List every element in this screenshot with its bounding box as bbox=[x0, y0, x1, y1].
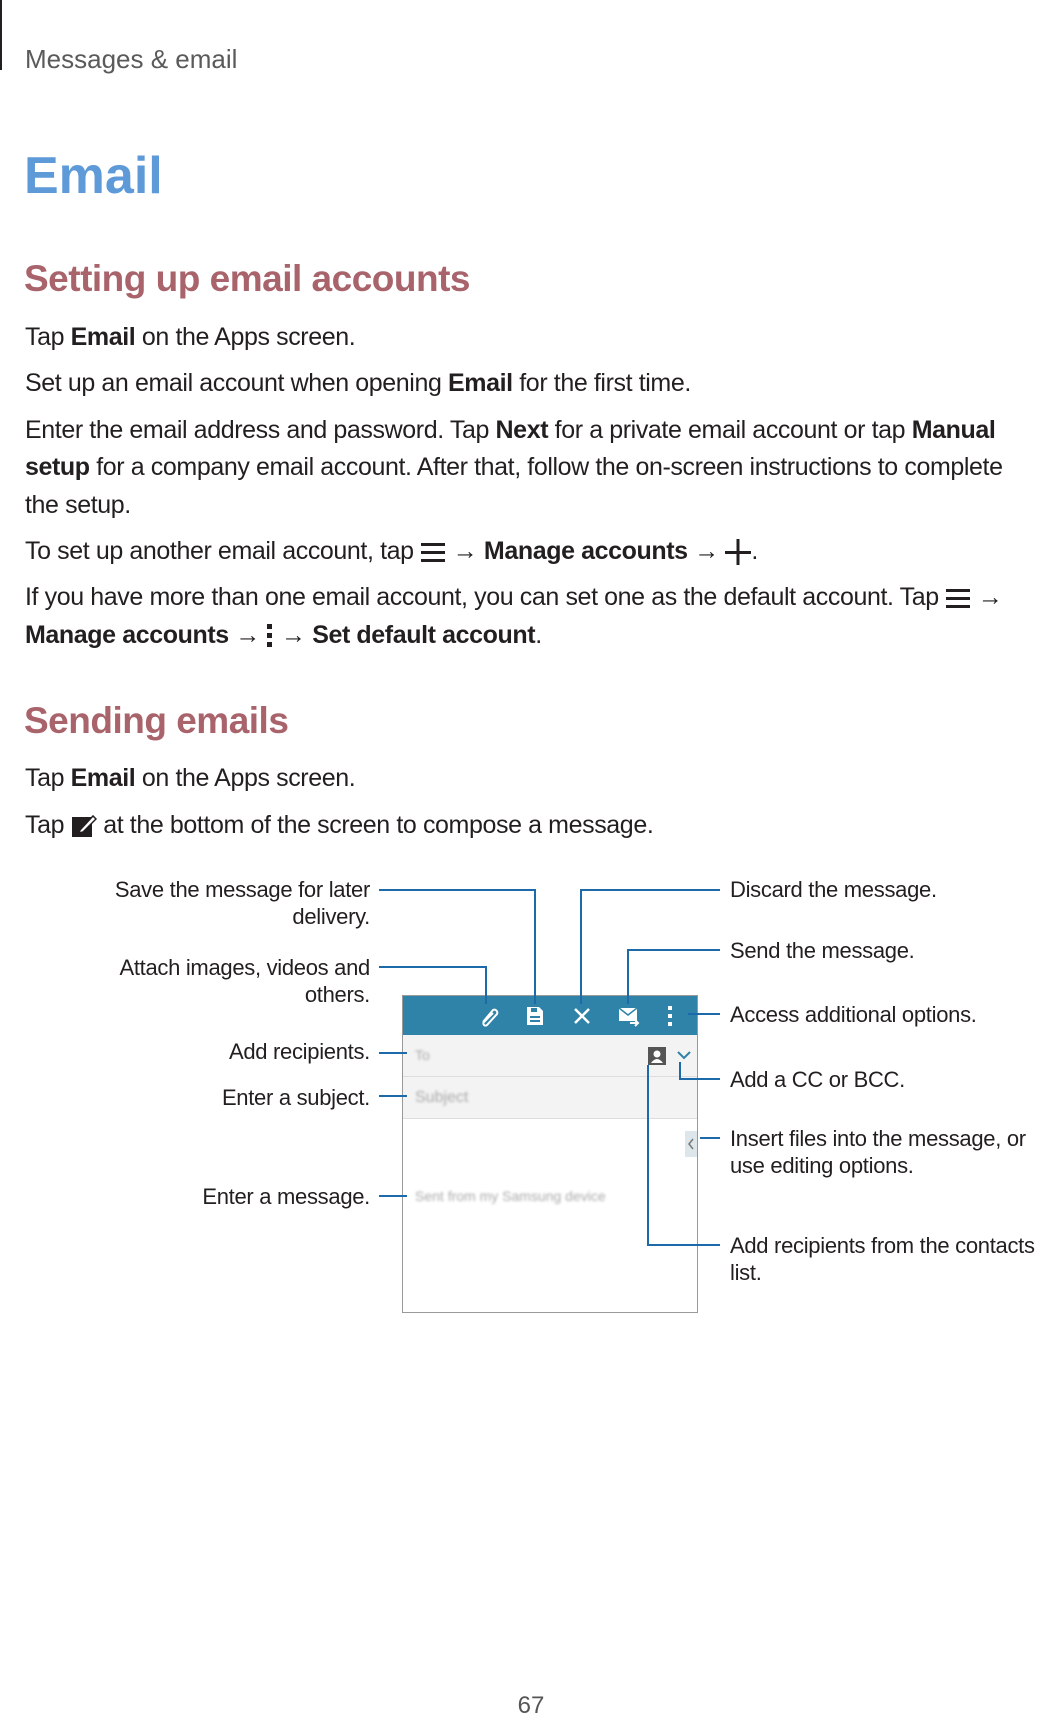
discard-icon bbox=[572, 1006, 592, 1026]
callout-leader-line bbox=[627, 949, 720, 951]
label-discard: Discard the message. bbox=[730, 877, 937, 902]
callout-leader-line bbox=[647, 1065, 649, 1246]
sending-line-2: Tap at the bottom of the screen to compose a message. bbox=[25, 811, 654, 839]
callout-leader-line bbox=[379, 966, 487, 968]
chevron-down-icon bbox=[676, 1049, 692, 1061]
callout-leader-line bbox=[647, 1244, 720, 1246]
callout-leader-line bbox=[379, 1052, 407, 1054]
menu-icon bbox=[420, 541, 446, 563]
label-options: Access additional options. bbox=[730, 1002, 977, 1027]
callout-leader-line bbox=[534, 889, 536, 1004]
to-placeholder: To bbox=[415, 1047, 430, 1063]
email-compose-screenshot bbox=[402, 995, 698, 1313]
section-heading-sending: Sending emails bbox=[24, 700, 289, 741]
chapter-header: Messages & email bbox=[25, 44, 238, 74]
signature-text: Sent from my Samsung device bbox=[415, 1188, 606, 1204]
label-contacts: Add recipients from the contacts list. bbox=[730, 1233, 1035, 1285]
label-send: Send the message. bbox=[730, 938, 915, 963]
attach-icon bbox=[478, 1005, 500, 1027]
setup-line-3: Enter the email address and password. Tap Next for a private email account or tap Manual bbox=[25, 416, 996, 444]
more-options-icon bbox=[666, 1005, 674, 1027]
editing-panel-tab bbox=[685, 1131, 697, 1157]
label-subject: Enter a subject. bbox=[221, 1085, 370, 1110]
label-recipients: Add recipients. bbox=[228, 1039, 370, 1064]
contacts-icon bbox=[648, 1047, 666, 1065]
callout-leader-line bbox=[679, 1078, 720, 1080]
setup-line-4: setup for a company email account. After that, follow the on-screen instructions to complete bbox=[25, 453, 1003, 481]
page-title: Email bbox=[24, 147, 163, 205]
setup-line-2: Set up an email account when opening Email for the first time. bbox=[25, 369, 691, 397]
subject-placeholder: Subject bbox=[415, 1089, 469, 1106]
setup-line-5: the setup. bbox=[25, 491, 131, 519]
callout-leader-line bbox=[580, 889, 582, 1004]
setup-line-8: Manage accounts → → Set default account. bbox=[25, 621, 542, 649]
page-number: 67 bbox=[517, 1692, 545, 1719]
subject-field bbox=[403, 1077, 697, 1119]
setup-line-6: To set up another email account, tap → Manage accounts → . bbox=[25, 537, 758, 565]
label-insert: Insert files into the message, or use editing options. bbox=[730, 1126, 1026, 1178]
callout-leader-line bbox=[485, 966, 487, 1004]
label-save: Save the message for later delivery. bbox=[114, 877, 370, 929]
label-message: Enter a message. bbox=[202, 1184, 370, 1209]
to-field bbox=[403, 1035, 697, 1077]
compose-icon bbox=[71, 813, 97, 839]
setup-line-1: Tap Email on the Apps screen. bbox=[25, 323, 356, 351]
callout-leader-line bbox=[688, 1013, 720, 1015]
callout-leader-line bbox=[379, 1095, 407, 1097]
setup-line-7: If you have more than one email account, you can set one as the default account. Tap → bbox=[25, 583, 1003, 611]
header-rule bbox=[0, 0, 2, 70]
sending-line-1: Tap Email on the Apps screen. bbox=[25, 764, 356, 792]
menu-icon bbox=[945, 587, 971, 609]
label-attach: Attach images, videos and others. bbox=[119, 955, 370, 1007]
plus-icon bbox=[725, 539, 751, 565]
compose-toolbar bbox=[403, 996, 697, 1035]
section-heading-setup: Setting up email accounts bbox=[24, 258, 470, 299]
callout-leader-line bbox=[700, 1137, 720, 1139]
chevron-left-icon bbox=[685, 1131, 697, 1157]
callout-leader-line bbox=[580, 889, 720, 891]
callout-leader-line bbox=[627, 949, 629, 1004]
label-ccbcc: Add a CC or BCC. bbox=[730, 1067, 905, 1092]
callout-leader-line bbox=[379, 889, 536, 891]
callout-leader-line bbox=[679, 1062, 681, 1079]
save-icon bbox=[525, 1005, 545, 1027]
callout-leader-line bbox=[379, 1195, 407, 1197]
send-icon bbox=[618, 1005, 640, 1027]
